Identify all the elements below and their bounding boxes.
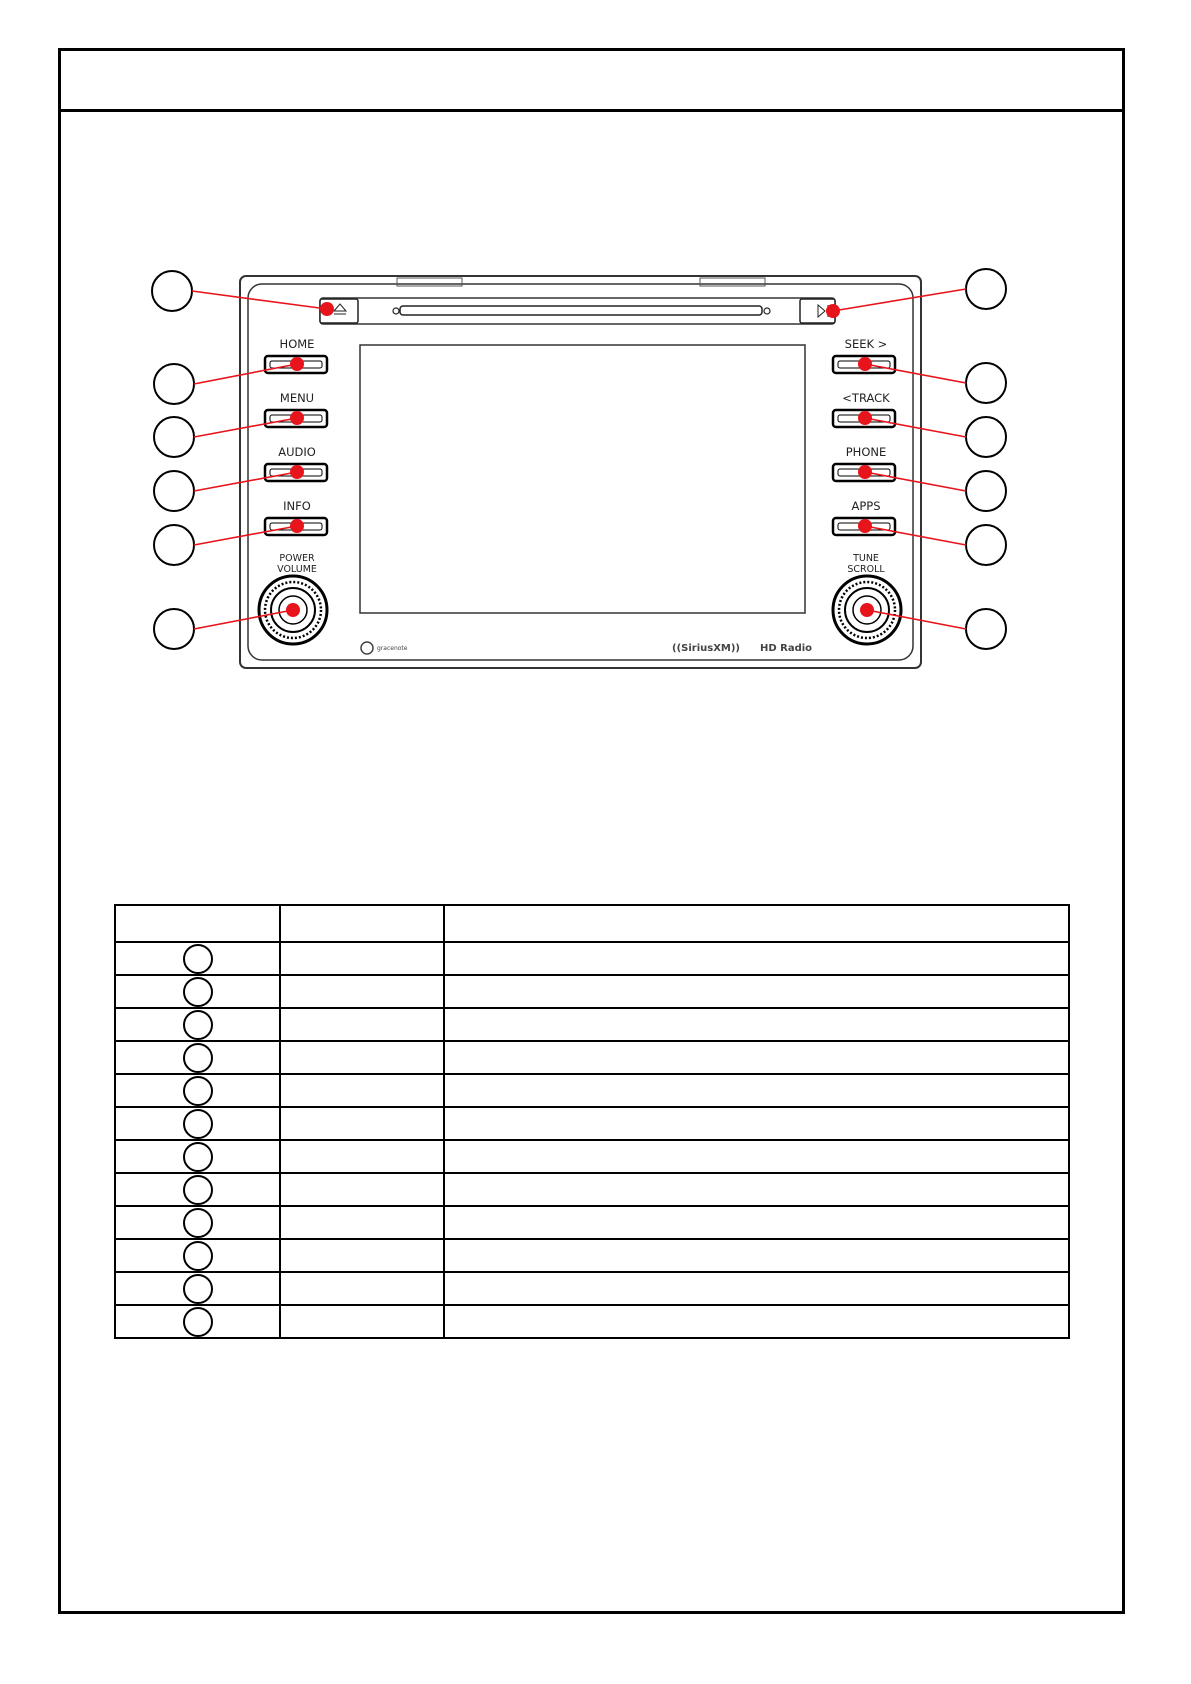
name-cell (280, 1206, 444, 1239)
name-cell (280, 975, 444, 1008)
seek-label: SEEK > (844, 337, 888, 351)
table-header-cell (115, 905, 280, 942)
callout-number-cell (115, 1041, 280, 1074)
table-row (115, 1008, 1069, 1041)
description-cell (444, 975, 1069, 1008)
callout-number-cell (115, 1173, 280, 1206)
callout-number-cell (115, 942, 280, 975)
table-row (115, 1206, 1069, 1239)
table-row (115, 1107, 1069, 1140)
callout-circle (154, 525, 194, 565)
callout-circle (966, 269, 1006, 309)
track-label: <TRACK (842, 391, 890, 405)
callout-number-circle (183, 1142, 213, 1172)
callout-number-cell (115, 1239, 280, 1272)
callout-number-cell (115, 1305, 280, 1338)
callout-number-circle (183, 1208, 213, 1238)
callout-number-cell (115, 1206, 280, 1239)
description-cell (444, 1140, 1069, 1173)
name-cell (280, 1272, 444, 1305)
callout-circle (154, 417, 194, 457)
callout-number-circle (183, 977, 213, 1007)
svg-text:((SiriusXM)): ((SiriusXM)) (672, 643, 741, 654)
table-row (115, 1041, 1069, 1074)
callout-number-circle (183, 1010, 213, 1040)
name-cell (280, 1041, 444, 1074)
volume-label: VOLUME (277, 564, 317, 575)
name-cell (280, 1140, 444, 1173)
callout-legend-table (114, 904, 1070, 1339)
callout-number-circle (183, 1109, 213, 1139)
svg-text:HD Radio: HD Radio (760, 643, 813, 654)
header-band (61, 51, 1122, 112)
description-cell (444, 1272, 1069, 1305)
description-cell (444, 942, 1069, 975)
callout-circle (966, 609, 1006, 649)
description-cell (444, 1074, 1069, 1107)
callout-circle (152, 271, 192, 311)
table-header-cell (444, 905, 1069, 942)
table-header-cell (280, 905, 444, 942)
callout-number-circle (183, 1307, 213, 1337)
callout-number-circle (183, 944, 213, 974)
callout-number-cell (115, 1272, 280, 1305)
description-cell (444, 1107, 1069, 1140)
table-row (115, 942, 1069, 975)
name-cell (280, 1239, 444, 1272)
table-row (115, 1173, 1069, 1206)
phone-label: PHONE (845, 445, 887, 459)
table-row (115, 1239, 1069, 1272)
name-cell (280, 1173, 444, 1206)
table-row (115, 1074, 1069, 1107)
name-cell (280, 1305, 444, 1338)
description-cell (444, 1239, 1069, 1272)
tune-label: TUNE (853, 553, 879, 564)
svg-text:gracenote: gracenote (377, 645, 408, 652)
table-row (115, 1140, 1069, 1173)
table-body (115, 942, 1069, 1338)
description-cell (444, 1305, 1069, 1338)
siriusxm-logo (672, 643, 740, 654)
callout-circle (966, 471, 1006, 511)
menu-label: MENU (279, 391, 315, 405)
table-header-row (115, 905, 1069, 942)
name-cell (280, 1107, 444, 1140)
callout-circle (966, 417, 1006, 457)
callout-number-cell (115, 1107, 280, 1140)
description-cell (444, 1173, 1069, 1206)
table-row (115, 1272, 1069, 1305)
callout-number-circle (183, 1175, 213, 1205)
callout-circle (966, 363, 1006, 403)
callout-number-cell (115, 1008, 280, 1041)
description-cell (444, 1206, 1069, 1239)
callout-number-circle (183, 1274, 213, 1304)
callout-number-cell (115, 1074, 280, 1107)
scroll-label: SCROLL (847, 564, 885, 575)
hd-radio-logo (760, 643, 812, 654)
callout-circle (154, 364, 194, 404)
callout-number-cell (115, 975, 280, 1008)
callout-number-cell (115, 1140, 280, 1173)
name-cell (280, 1074, 444, 1107)
home-label: HOME (279, 337, 315, 351)
name-cell (280, 942, 444, 975)
info-label: INFO (283, 499, 311, 513)
callout-circle (154, 471, 194, 511)
callout-circle (966, 525, 1006, 565)
callout-number-circle (183, 1043, 213, 1073)
callout-circle (154, 609, 194, 649)
display-screen[interactable] (360, 345, 805, 613)
power-label: POWER (279, 553, 315, 564)
table-row (115, 975, 1069, 1008)
audio-label: AUDIO (278, 445, 316, 459)
description-cell (444, 1041, 1069, 1074)
description-cell (444, 1008, 1069, 1041)
name-cell (280, 1008, 444, 1041)
table-row (115, 1305, 1069, 1338)
callout-number-circle (183, 1241, 213, 1271)
callout-number-circle (183, 1076, 213, 1106)
apps-label: APPS (851, 499, 881, 513)
